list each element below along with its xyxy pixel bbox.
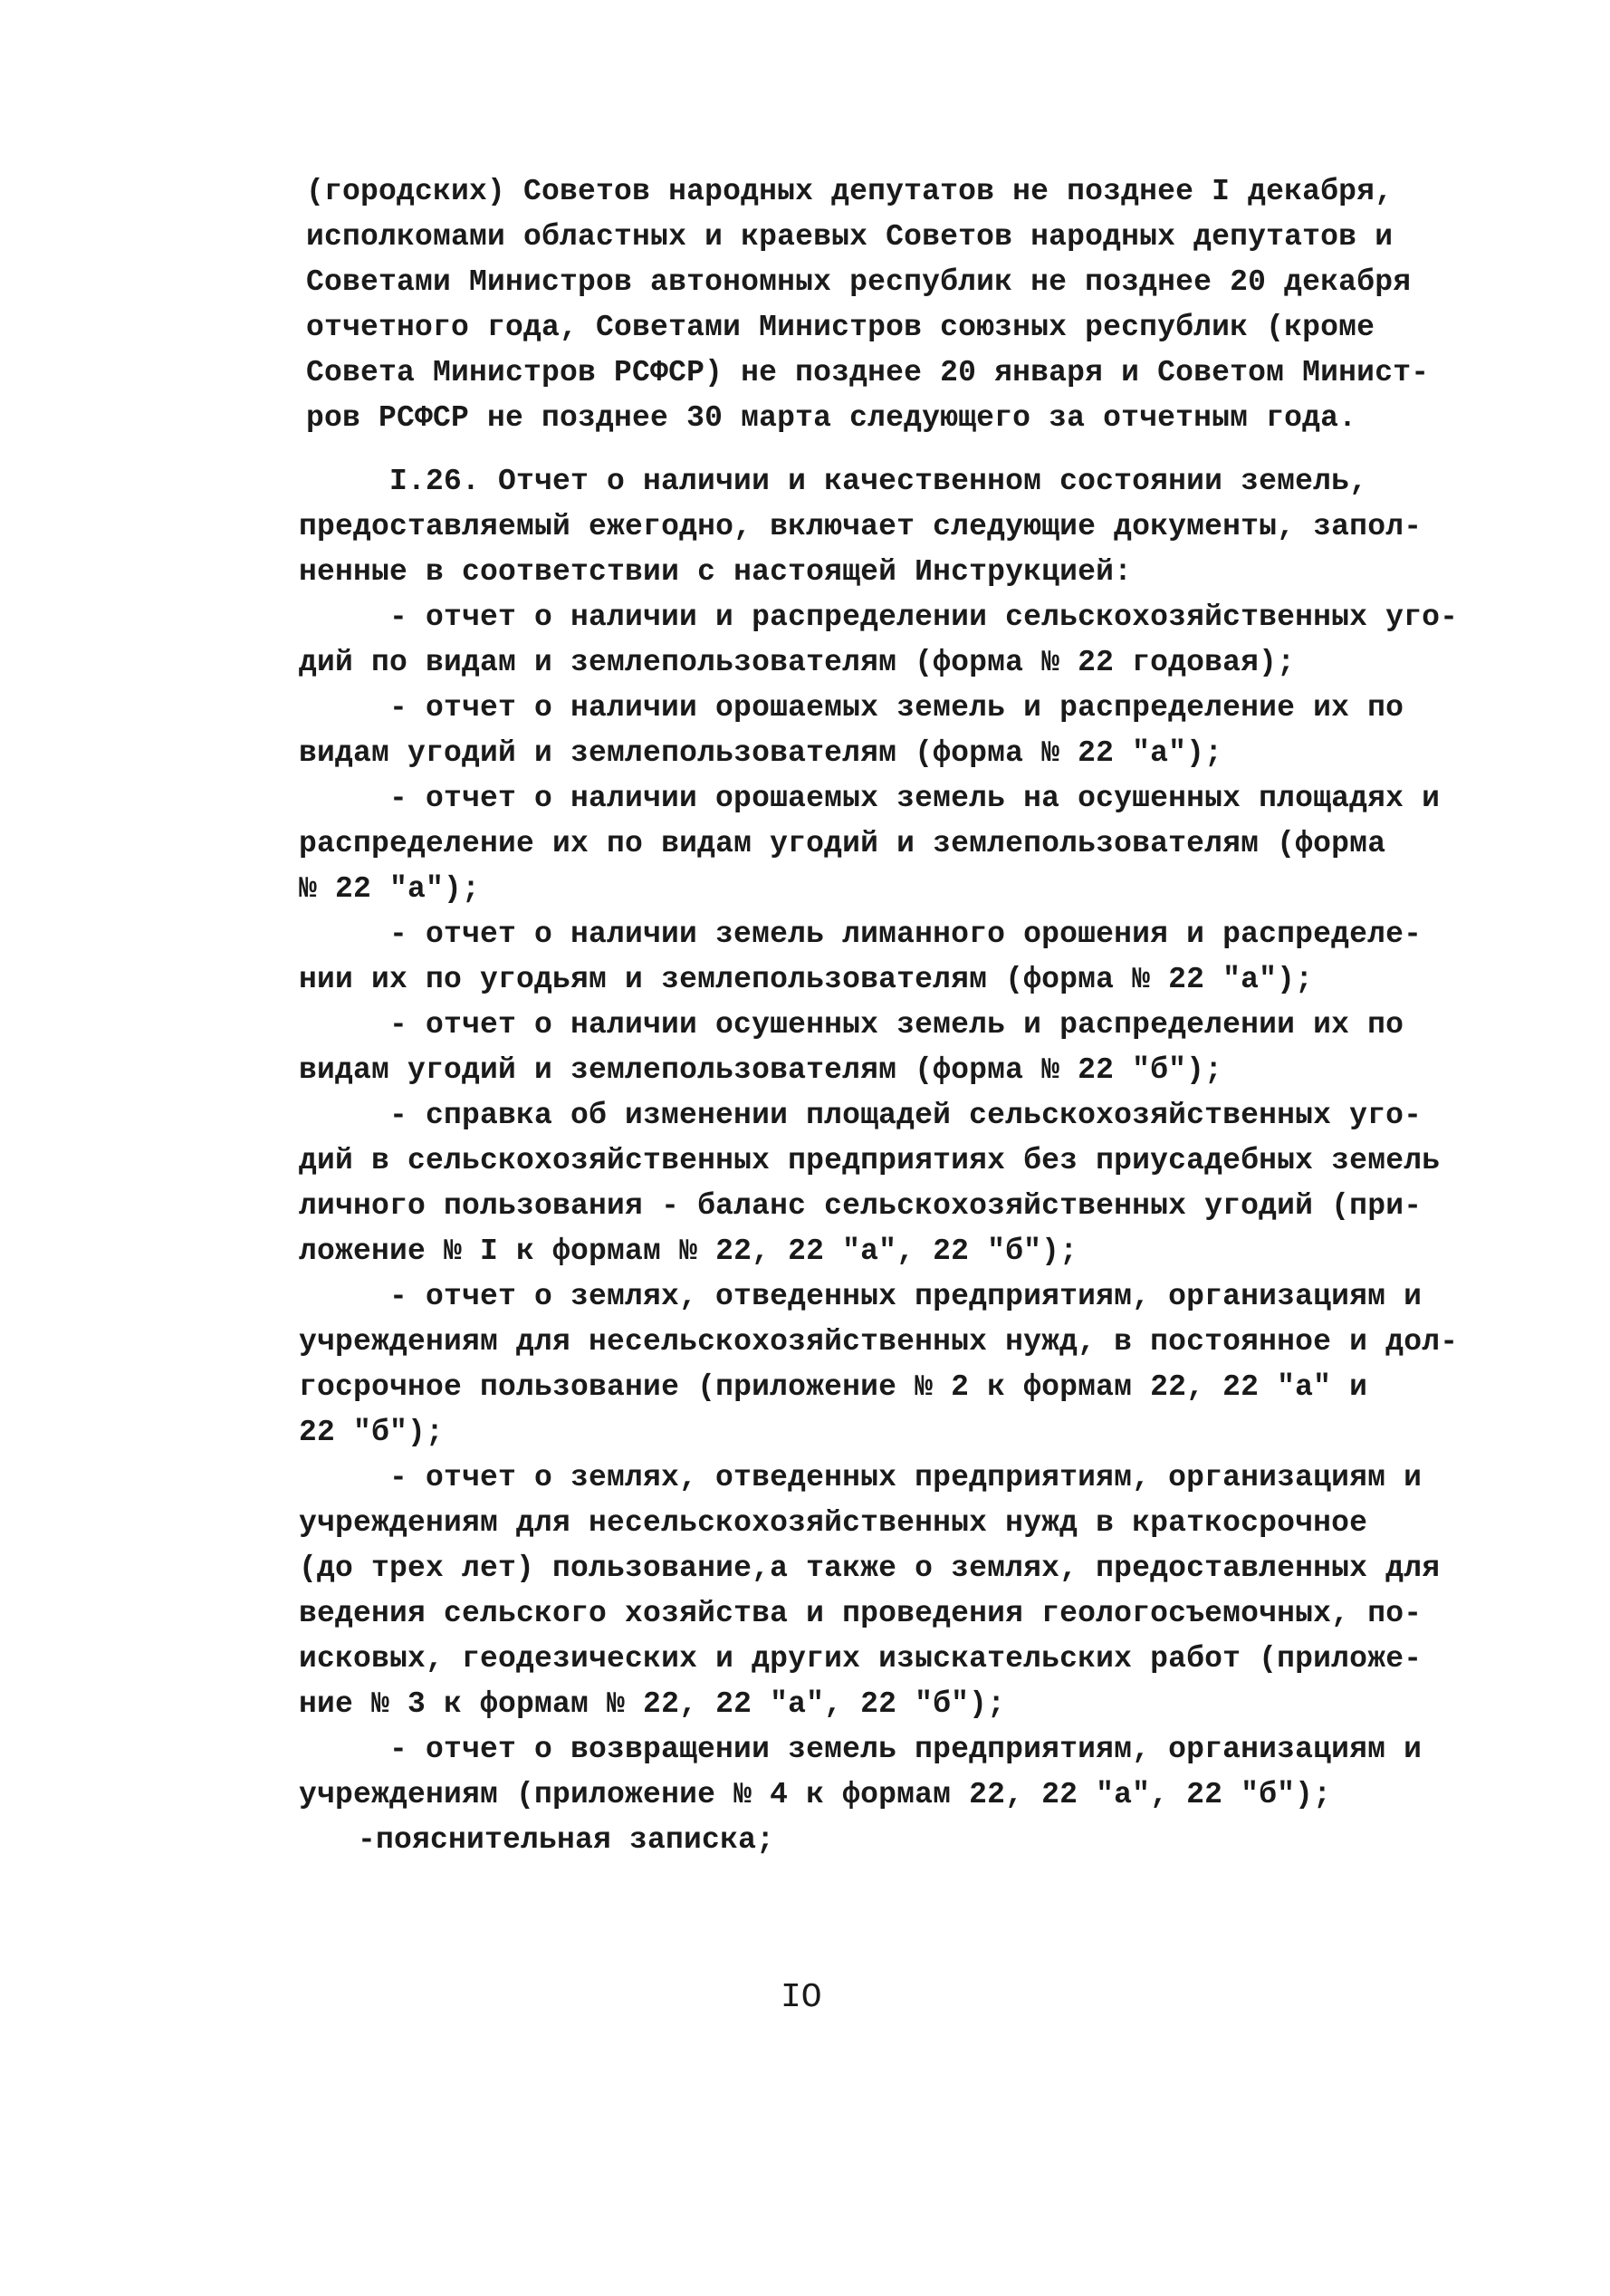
text-line: Совета Министров РСФСР) не позднее 20 января и Советом Минист- — [306, 356, 1430, 389]
text-line: учреждениям для несельскохозяйственных нужд, в постоянное и дол- — [299, 1325, 1459, 1359]
text-line: 22 "б"); — [299, 1416, 445, 1449]
text-line: - отчет о наличии орошаемых земель и распределение их по — [389, 691, 1404, 725]
text-line: ведения сельского хозяйства и проведения геологосъемочных, по- — [299, 1597, 1423, 1630]
text-line: исковых, геодезических и других изыскательских работ (приложе- — [299, 1642, 1423, 1676]
text-line: Советами Министров автономных республик не позднее 20 декабря — [306, 265, 1412, 299]
text-line: дий в сельскохозяйственных предприятиях без приусадебных земель — [299, 1144, 1441, 1177]
text-line: - отчет о землях, отведенных предприятиям, организациям и — [389, 1280, 1423, 1313]
text-line: ненные в соответствии с настоящей Инструкцией: — [299, 555, 1133, 589]
text-line: - отчет о возвращении земель предприятиям, организациям и — [389, 1733, 1423, 1766]
text-line: учреждениям (приложение № 4 к формам 22, 22 "а", 22 "б"); — [299, 1778, 1332, 1811]
text-line: - отчет о наличии орошаемых земель на осушенных площадях и — [389, 782, 1441, 815]
text-line: распределение их по видам угодий и землепользователям (форма — [299, 827, 1386, 860]
text-line: № 22 "а"); — [299, 872, 481, 906]
text-line: предоставляемый ежегодно, включает следующие документы, запол- — [299, 510, 1423, 543]
text-line: - отчет о землях, отведенных предприятиям, организациям и — [389, 1461, 1423, 1494]
text-line: (городских) Советов народных депутатов не позднее I декабря, — [306, 175, 1394, 208]
text-line: - справка об изменении площадей сельскохозяйственных уго- — [389, 1099, 1423, 1132]
text-line: - отчет о наличии осушенных земель и распределении их по — [389, 1008, 1404, 1042]
page-number: IO — [781, 1978, 822, 2017]
text-line: нии их по угодьям и землепользователям (форма № 22 "а"); — [299, 963, 1314, 996]
text-line: личного пользования - баланс сельскохозяйственных угодий (при- — [299, 1189, 1423, 1223]
text-line: видам угодий и землепользователям (форма № 22 "а"); — [299, 736, 1223, 770]
text-line: - отчет о наличии и распределении сельскохозяйственных уго- — [389, 600, 1459, 634]
text-line: ложение № I к формам № 22, 22 "а", 22 "б"); — [299, 1234, 1078, 1268]
text-line: -пояснительная записка; — [358, 1823, 775, 1857]
text-line: - отчет о наличии земель лиманного орошения и распределе- — [389, 917, 1423, 951]
text-line: отчетного года, Советами Министров союзных республик (кроме — [306, 311, 1375, 344]
text-line: учреждениям для несельскохозяйственных нужд в краткосрочное — [299, 1506, 1368, 1540]
text-line: исполкомами областных и краевых Советов народных депутатов и — [306, 220, 1394, 254]
text-line: дий по видам и землепользователям (форма № 22 годовая); — [299, 646, 1296, 679]
text-line: ров РСФСР не позднее 30 марта следующего за отчетным года. — [306, 401, 1357, 435]
text-line: I.26. Отчет о наличии и качественном состоянии земель, — [389, 465, 1368, 498]
text-line: (до трех лет) пользование,а также о землях, предоставленных для — [299, 1551, 1441, 1585]
text-line: госрочное пользование (приложение № 2 к формам 22, 22 "а" и — [299, 1370, 1368, 1404]
text-line: видам угодий и землепользователям (форма № 22 "б"); — [299, 1053, 1223, 1087]
text-line: ние № 3 к формам № 22, 22 "а", 22 "б"); — [299, 1687, 1006, 1721]
